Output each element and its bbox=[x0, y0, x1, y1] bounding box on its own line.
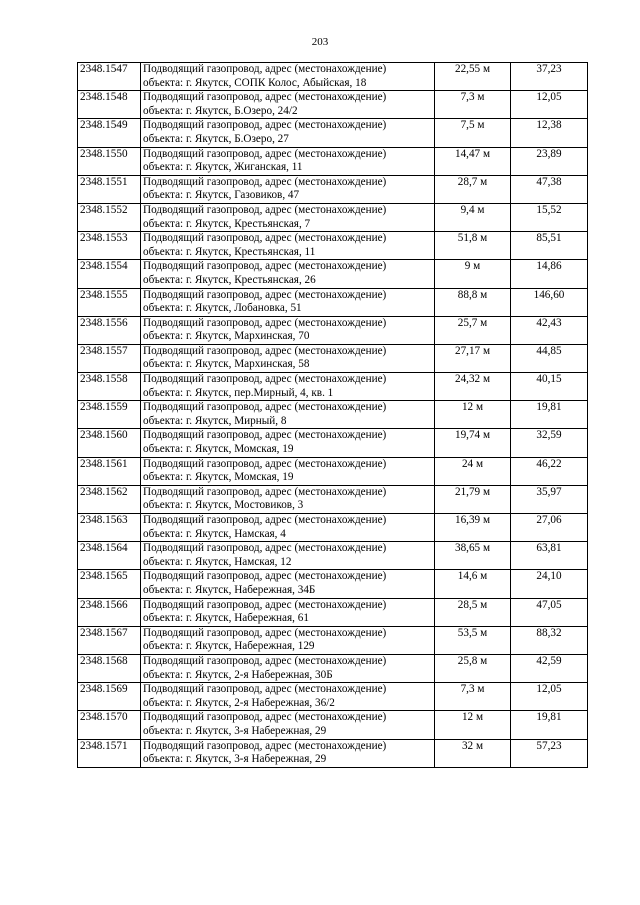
object-name-line: Подводящий газопровод, адрес (местонахождение) bbox=[143, 91, 387, 104]
object-address-line: объекта: г. Якутск, Мостовиков, 3 bbox=[143, 499, 304, 512]
object-address-line: объекта: г. Якутск, Набережная, 34Б bbox=[143, 583, 316, 596]
pipeline-length-cell: 7,3 м bbox=[435, 91, 511, 119]
value-cell: 47,05 bbox=[511, 598, 588, 626]
row-number-cell: 2348.1562 bbox=[78, 485, 141, 513]
object-name-line: Подводящий газопровод, адрес (местонахождение) bbox=[143, 260, 387, 273]
object-name-line: Подводящий газопровод, адрес (местонахождение) bbox=[143, 485, 387, 498]
object-name-line: Подводящий газопровод, адрес (местонахождение) bbox=[143, 542, 387, 555]
object-name-line: Подводящий газопровод, адрес (местонахождение) bbox=[143, 429, 387, 442]
pipeline-length-cell: 14,6 м bbox=[435, 570, 511, 598]
row-number-cell: 2348.1554 bbox=[78, 260, 141, 288]
pipeline-length-cell: 21,79 м bbox=[435, 485, 511, 513]
object-description-cell bbox=[141, 429, 435, 457]
object-address-line: объекта: г. Якутск, Газовиков, 47 bbox=[143, 189, 300, 202]
page-number: 203 bbox=[311, 36, 329, 48]
object-address-line: объекта: г. Якутск, Жиганская, 11 bbox=[143, 161, 303, 174]
row-number-cell: 2348.1564 bbox=[78, 542, 141, 570]
row-number-cell: 2348.1549 bbox=[78, 119, 141, 147]
object-description-cell bbox=[141, 401, 435, 429]
value-cell: 12,05 bbox=[511, 683, 588, 711]
pipeline-length-cell: 12 м bbox=[435, 401, 511, 429]
object-description-cell bbox=[141, 260, 435, 288]
value-cell: 19,81 bbox=[511, 401, 588, 429]
row-number-cell: 2348.1566 bbox=[78, 598, 141, 626]
table-row bbox=[78, 542, 588, 570]
object-address-line: объекта: г. Якутск, 2-я Набережная, 30Б bbox=[143, 668, 333, 681]
object-description-cell bbox=[141, 457, 435, 485]
value-cell: 14,86 bbox=[511, 260, 588, 288]
value-cell: 57,23 bbox=[511, 739, 588, 767]
value-cell: 27,06 bbox=[511, 514, 588, 542]
object-description-cell bbox=[141, 598, 435, 626]
object-name-line: Подводящий газопровод, адрес (местонахождение) bbox=[143, 739, 387, 752]
value-cell: 44,85 bbox=[511, 344, 588, 372]
pipeline-length-cell: 22,55 м bbox=[435, 63, 511, 91]
object-address-line: объекта: г. Якутск, 3-я Набережная, 29 bbox=[143, 724, 327, 737]
object-description-cell bbox=[141, 626, 435, 654]
object-address-line: объекта: г. Якутск, Момская, 19 bbox=[143, 471, 294, 484]
table-row bbox=[78, 373, 588, 401]
row-number-cell: 2348.1559 bbox=[78, 401, 141, 429]
object-name-line: Подводящий газопровод, адрес (местонахождение) bbox=[143, 203, 387, 216]
object-address-line: объекта: г. Якутск, СОПК Колос, Абыйская, 18 bbox=[143, 76, 367, 89]
object-address-line: объекта: г. Якутск, Мирный, 8 bbox=[143, 414, 287, 427]
object-description-cell bbox=[141, 63, 435, 91]
row-number-cell: 2348.1563 bbox=[78, 514, 141, 542]
object-name-line: Подводящий газопровод, адрес (местонахождение) bbox=[143, 401, 387, 414]
object-name-line: Подводящий газопровод, адрес (местонахождение) bbox=[143, 514, 387, 526]
object-description-cell bbox=[141, 654, 435, 682]
object-name-line: Подводящий газопровод, адрес (местонахождение) bbox=[143, 457, 387, 470]
value-cell: 46,22 bbox=[511, 457, 588, 485]
value-cell: 35,97 bbox=[511, 485, 588, 513]
object-address-line: объекта: г. Якутск, Крестьянская, 26 bbox=[143, 273, 316, 286]
object-description-cell bbox=[141, 119, 435, 147]
value-cell: 19,81 bbox=[511, 711, 588, 739]
pipeline-length-cell: 16,39 м bbox=[435, 514, 511, 542]
value-cell: 15,52 bbox=[511, 203, 588, 231]
pipeline-length-cell: 24,32 м bbox=[435, 373, 511, 401]
object-description-cell bbox=[141, 373, 435, 401]
object-name-line: Подводящий газопровод, адрес (местонахождение) bbox=[143, 175, 387, 188]
value-cell: 12,38 bbox=[511, 119, 588, 147]
pipeline-length-cell: 28,5 м bbox=[435, 598, 511, 626]
pipeline-length-cell: 14,47 м bbox=[435, 147, 511, 175]
row-number-cell: 2348.1567 bbox=[78, 626, 141, 654]
value-cell: 37,23 bbox=[511, 63, 588, 91]
row-number-cell: 2348.1568 bbox=[78, 654, 141, 682]
object-description-cell bbox=[141, 485, 435, 513]
object-description-cell bbox=[141, 91, 435, 119]
table-row bbox=[78, 316, 588, 344]
table-row bbox=[78, 429, 588, 457]
object-description-cell bbox=[141, 344, 435, 372]
row-number-cell: 2348.1561 bbox=[78, 457, 141, 485]
table-row bbox=[78, 288, 588, 316]
object-name-line: Подводящий газопровод, адрес (местонахождение) bbox=[143, 232, 387, 245]
row-number-cell: 2348.1548 bbox=[78, 91, 141, 119]
pipeline-length-cell: 51,8 м bbox=[435, 232, 511, 260]
table-row bbox=[78, 147, 588, 175]
pipeline-length-cell: 53,5 м bbox=[435, 626, 511, 654]
object-name-line: Подводящий газопровод, адрес (местонахождение) bbox=[143, 344, 387, 357]
table-row bbox=[78, 119, 588, 147]
row-number-cell: 2348.1552 bbox=[78, 203, 141, 231]
pipeline-length-cell: 28,7 м bbox=[435, 175, 511, 203]
table-row bbox=[78, 598, 588, 626]
row-number-cell: 2348.1556 bbox=[78, 316, 141, 344]
object-name-line: Подводящий газопровод, адрес (местонахождение) bbox=[143, 654, 387, 667]
table-row bbox=[78, 344, 588, 372]
object-name-line: Подводящий газопровод, адрес (местонахождение) bbox=[143, 147, 387, 160]
pipeline-length-cell: 27,17 м bbox=[435, 344, 511, 372]
object-description-cell bbox=[141, 175, 435, 203]
pipeline-length-cell: 32 м bbox=[435, 739, 511, 767]
table-row bbox=[78, 683, 588, 711]
pipeline-length-cell: 38,65 м bbox=[435, 542, 511, 570]
row-number-cell: 2348.1565 bbox=[78, 570, 141, 598]
object-address-line: объекта: г. Якутск, Намская, 12 bbox=[143, 555, 292, 568]
value-cell: 23,89 bbox=[511, 147, 588, 175]
pipeline-length-cell: 88,8 м bbox=[435, 288, 511, 316]
object-address-line: объекта: г. Якутск, 2-я Набережная, 36/2 bbox=[143, 696, 335, 709]
object-description-cell bbox=[141, 739, 435, 767]
value-cell: 88,32 bbox=[511, 626, 588, 654]
table-row bbox=[78, 175, 588, 203]
table-row bbox=[78, 63, 588, 91]
object-address-line: объекта: г. Якутск, Момская, 19 bbox=[143, 443, 294, 456]
table-row bbox=[78, 485, 588, 513]
object-name-line: Подводящий газопровод, адрес (местонахождение) bbox=[143, 63, 387, 75]
object-address-line: объекта: г. Якутск, Б.Озеро, 24/2 bbox=[143, 104, 298, 117]
table-row bbox=[78, 401, 588, 429]
table-row bbox=[78, 514, 588, 542]
table-body bbox=[78, 63, 588, 768]
pipeline-length-cell: 25,8 м bbox=[435, 654, 511, 682]
object-description-cell bbox=[141, 288, 435, 316]
object-name-line: Подводящий газопровод, адрес (местонахождение) bbox=[143, 288, 387, 301]
object-name-line: Подводящий газопровод, адрес (местонахождение) bbox=[143, 683, 387, 696]
object-address-line: объекта: г. Якутск, Мархинская, 58 bbox=[143, 358, 310, 371]
value-cell: 24,10 bbox=[511, 570, 588, 598]
row-number-cell: 2348.1547 bbox=[78, 63, 141, 91]
value-cell: 85,51 bbox=[511, 232, 588, 260]
row-number-cell: 2348.1555 bbox=[78, 288, 141, 316]
value-cell: 12,05 bbox=[511, 91, 588, 119]
pipeline-length-cell: 24 м bbox=[435, 457, 511, 485]
object-name-line: Подводящий газопровод, адрес (местонахождение) bbox=[143, 598, 387, 611]
object-description-cell bbox=[141, 683, 435, 711]
object-name-line: Подводящий газопровод, адрес (местонахождение) bbox=[143, 373, 387, 386]
object-address-line: объекта: г. Якутск, Крестьянская, 11 bbox=[143, 245, 316, 258]
object-address-line: объекта: г. Якутск, 3-я Набережная, 29 bbox=[143, 753, 327, 766]
gas-pipeline-table bbox=[77, 62, 588, 768]
pipeline-length-cell: 12 м bbox=[435, 711, 511, 739]
pipeline-length-cell: 19,74 м bbox=[435, 429, 511, 457]
table-row bbox=[78, 232, 588, 260]
object-address-line: объекта: г. Якутск, Намская, 4 bbox=[143, 527, 286, 540]
row-number-cell: 2348.1570 bbox=[78, 711, 141, 739]
value-cell: 42,43 bbox=[511, 316, 588, 344]
pipeline-length-cell: 7,5 м bbox=[435, 119, 511, 147]
table-row bbox=[78, 457, 588, 485]
table-row bbox=[78, 626, 588, 654]
object-name-line: Подводящий газопровод, адрес (местонахождение) bbox=[143, 711, 387, 724]
object-address-line: объекта: г. Якутск, Лобановка, 51 bbox=[143, 302, 302, 315]
object-description-cell bbox=[141, 514, 435, 542]
object-address-line: объекта: г. Якутск, Б.Озеро, 27 bbox=[143, 132, 289, 145]
table-row bbox=[78, 654, 588, 682]
object-description-cell bbox=[141, 147, 435, 175]
row-number-cell: 2348.1558 bbox=[78, 373, 141, 401]
table-row bbox=[78, 711, 588, 739]
row-number-cell: 2348.1571 bbox=[78, 739, 141, 767]
object-description-cell bbox=[141, 203, 435, 231]
object-name-line: Подводящий газопровод, адрес (местонахождение) bbox=[143, 570, 387, 583]
value-cell: 146,60 bbox=[511, 288, 588, 316]
object-description-cell bbox=[141, 542, 435, 570]
pipeline-length-cell: 9,4 м bbox=[435, 203, 511, 231]
row-number-cell: 2348.1569 bbox=[78, 683, 141, 711]
table-row bbox=[78, 739, 588, 767]
value-cell: 47,38 bbox=[511, 175, 588, 203]
object-description-cell bbox=[141, 711, 435, 739]
pipeline-length-cell: 25,7 м bbox=[435, 316, 511, 344]
table-row bbox=[78, 203, 588, 231]
pipeline-length-cell: 7,3 м bbox=[435, 683, 511, 711]
value-cell: 32,59 bbox=[511, 429, 588, 457]
table-row bbox=[78, 260, 588, 288]
row-number-cell: 2348.1553 bbox=[78, 232, 141, 260]
object-address-line: объекта: г. Якутск, Набережная, 61 bbox=[143, 612, 309, 625]
row-number-cell: 2348.1560 bbox=[78, 429, 141, 457]
object-address-line: объекта: г. Якутск, Мархинская, 70 bbox=[143, 330, 310, 343]
row-number-cell: 2348.1551 bbox=[78, 175, 141, 203]
object-name-line: Подводящий газопровод, адрес (местонахождение) bbox=[143, 626, 387, 639]
table-row bbox=[78, 91, 588, 119]
object-address-line: объекта: г. Якутск, пер.Мирный, 4, кв. 1 bbox=[143, 386, 334, 399]
pipeline-length-cell: 9 м bbox=[435, 260, 511, 288]
object-description-cell bbox=[141, 570, 435, 598]
object-description-cell bbox=[141, 232, 435, 260]
table-row bbox=[78, 570, 588, 598]
value-cell: 40,15 bbox=[511, 373, 588, 401]
object-address-line: объекта: г. Якутск, Набережная, 129 bbox=[143, 640, 315, 653]
value-cell: 42,59 bbox=[511, 654, 588, 682]
object-name-line: Подводящий газопровод, адрес (местонахождение) bbox=[143, 316, 387, 329]
object-address-line: объекта: г. Якутск, Крестьянская, 7 bbox=[143, 217, 311, 230]
object-description-cell bbox=[141, 316, 435, 344]
object-name-line: Подводящий газопровод, адрес (местонахождение) bbox=[143, 119, 387, 132]
row-number-cell: 2348.1557 bbox=[78, 344, 141, 372]
row-number-cell: 2348.1550 bbox=[78, 147, 141, 175]
value-cell: 63,81 bbox=[511, 542, 588, 570]
